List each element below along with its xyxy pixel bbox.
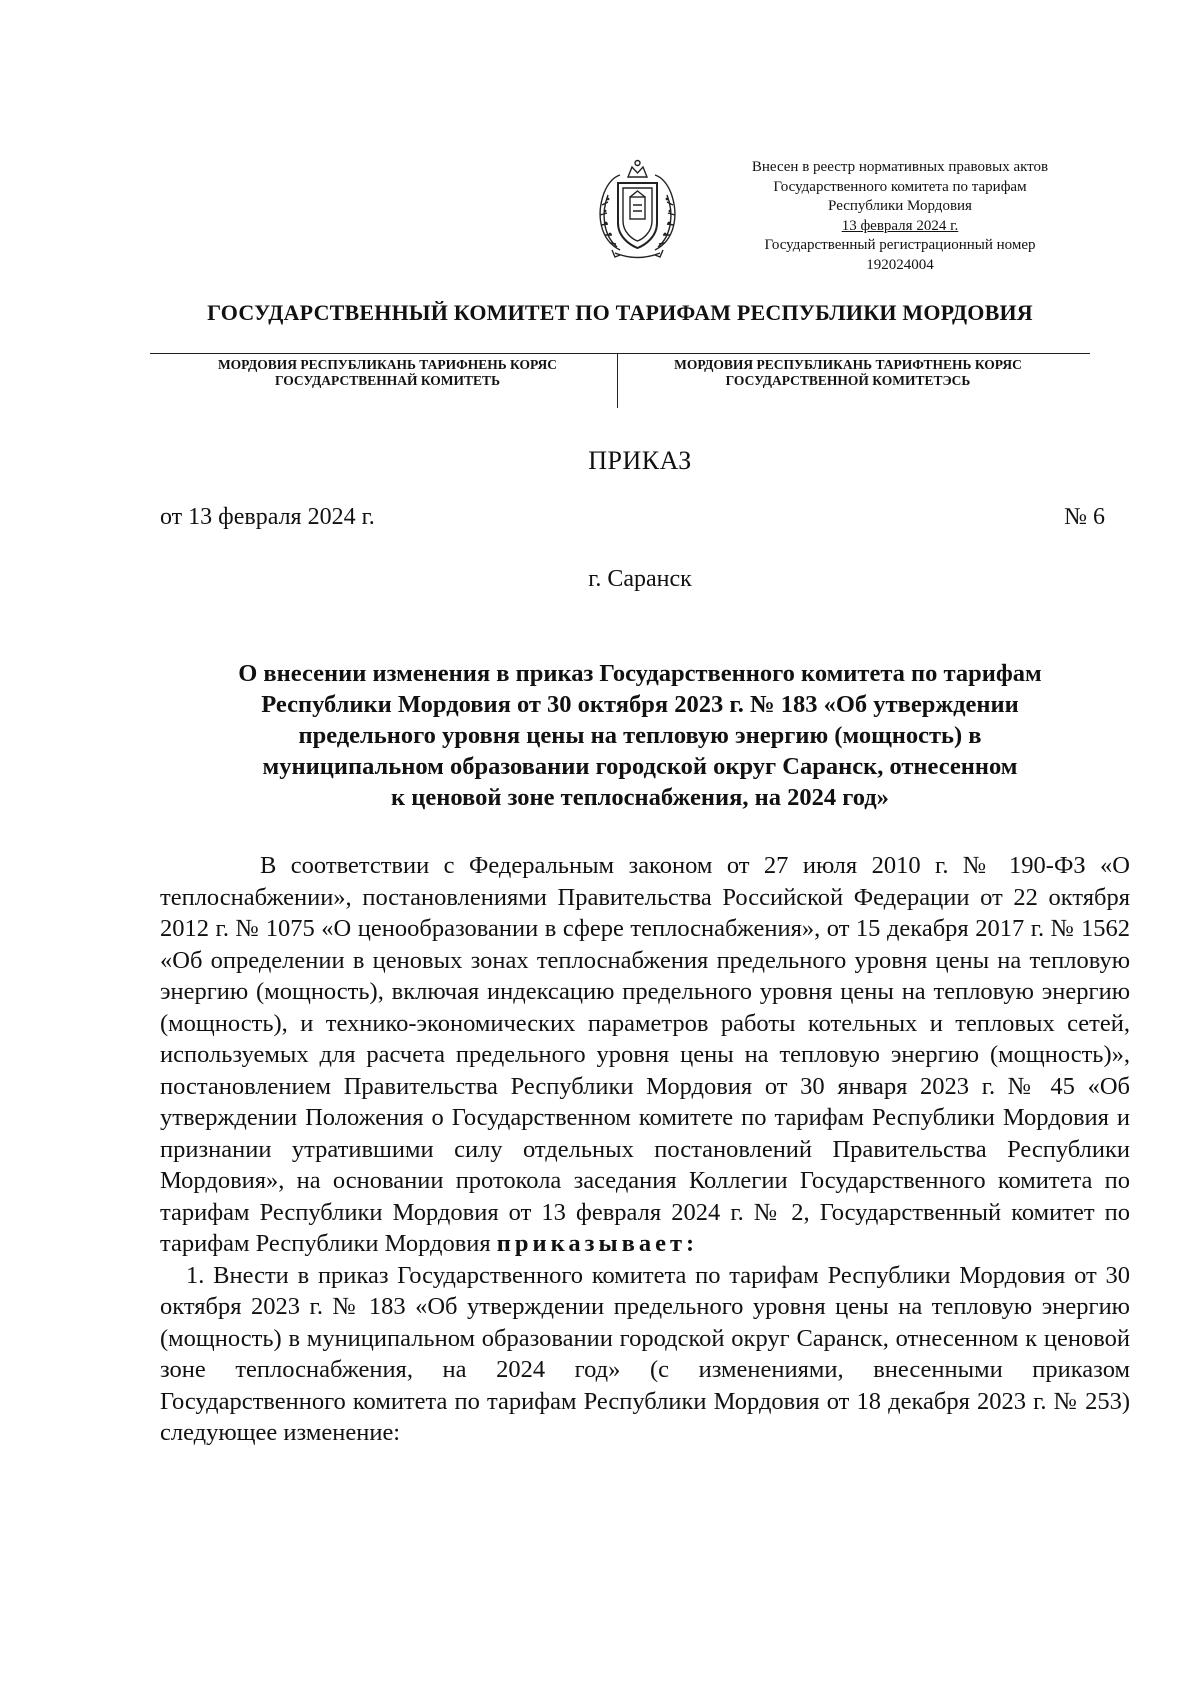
order-city: г. Саранск xyxy=(588,566,692,592)
header-vertical-divider xyxy=(617,353,618,408)
subject-line-4: муниципальном образовании городской округ Саранск, отнесенном xyxy=(262,753,1018,780)
header-subtitle-left-line-1: МОРДОВИЯ РЕСПУБЛИКАНЬ ТАРИФНЕНЬ КОРЯС xyxy=(217,357,558,372)
order-subject xyxy=(175,658,1105,813)
registry-stamp xyxy=(710,158,1090,275)
body-paragraph-2: 1. Внести в приказ Государственного комитета по тарифам Республики Мордовия от 30 октября 2023 г. № 183 «Об утверждении предельного уровня цены на тепловую энергию (мощность) в муниципальном образовании городской округ Саранск, отнесенном к ценовой зоне теплоснабжения, на 2024 год» (с изменениями, внесенными приказом Государственного комитета по тарифам Республики Мордовия от 18 декабря 2023 г. № 253) следующее изменение: xyxy=(160,1261,1130,1446)
subject-line-1: О внесении изменения в приказ Государственного комитета по тарифам xyxy=(238,660,1042,687)
header-subtitle-right-line-2: ГОСУДАРСТВЕННОЙ КОМИТЕТЭСЬ xyxy=(725,373,971,388)
order-title: ПРИКАЗ xyxy=(588,446,692,475)
order-number: № 6 xyxy=(1064,504,1105,530)
header-subtitle-right xyxy=(628,357,1068,389)
subject-line-5: к ценовой зоне теплоснабжения, на 2024 год» xyxy=(391,784,889,811)
header-subtitle-left xyxy=(175,357,600,389)
subject-line-2: Республики Мордовия от 30 октября 2023 г. № 183 «Об утверждении xyxy=(261,691,1019,718)
registry-line-5: Государственный регистрационный номер xyxy=(764,237,1036,253)
header-subtitle-left-line-2: ГОСУДАРСТВЕННАЙ КОМИТЕТЬ xyxy=(274,373,500,388)
registry-line-2: Государственного комитета по тарифам xyxy=(773,178,1027,195)
registry-line-3: Республики Мордовия xyxy=(828,198,972,214)
coat-of-arms-emblem xyxy=(590,155,685,265)
order-body xyxy=(160,850,1130,1449)
body-paragraph-1 xyxy=(160,850,1130,1260)
committee-title: ГОСУДАРСТВЕННЫЙ КОМИТЕТ ПО ТАРИФАМ РЕСПУБЛИКИ МОРДОВИЯ xyxy=(207,300,1033,325)
subject-line-3: предельного уровня цены на тепловую энергию (мощность) в xyxy=(298,722,982,749)
registry-line-1: Внесен в реестр нормативных правовых актов xyxy=(751,159,1049,175)
header-divider-line xyxy=(150,353,1090,354)
header-subtitle-right-line-1: МОРДОВИЯ РЕСПУБЛИКАНЬ ТАРИФТНЕНЬ КОРЯС xyxy=(674,357,1022,372)
body-paragraph-1-text: В соответствии с Федеральным законом от 27 июля 2010 г. № 190-ФЗ «О теплоснабжении», постановлениями Правительства Российской Федерации от 22 октября 2012 г. № 1075 «О ценообразовании в сфере теплоснабжения», от 15 декабря 2017 г. № 1562 «Об определении в ценовых зонах теплоснабжения предельного уровня цены на тепловую энергию (мощность), включая индексацию предельного уровня цены на тепловую энергию (мощность), и технико-экономических параметров работы котельных и тепловых сетей, используемых для расчета предельного уровня цены на тепловую энергию (мощность)», постановлением Правительства Республики Мордовия от 30 января 2023 г. № 45 «Об утверждении Положения о Государственном комитете по тарифам Республики Мордовия и признании утратившими силу отдельных постановлений Правительства Республики Мордовия», на основании протокола заседания Коллегии Государственного комитета по тарифам Республики Мордовия от 13 февраля 2024 г. № 2, Государственный комитет по тарифам Республики Мордовия xyxy=(160,852,1130,1257)
registry-date: 13 февраля 2024 г. xyxy=(841,217,959,234)
body-paragraph-1-verb: приказывает: xyxy=(496,1230,699,1257)
order-date: от 13 февраля 2024 г. xyxy=(160,504,375,530)
registry-number: 192024004 xyxy=(866,256,934,273)
